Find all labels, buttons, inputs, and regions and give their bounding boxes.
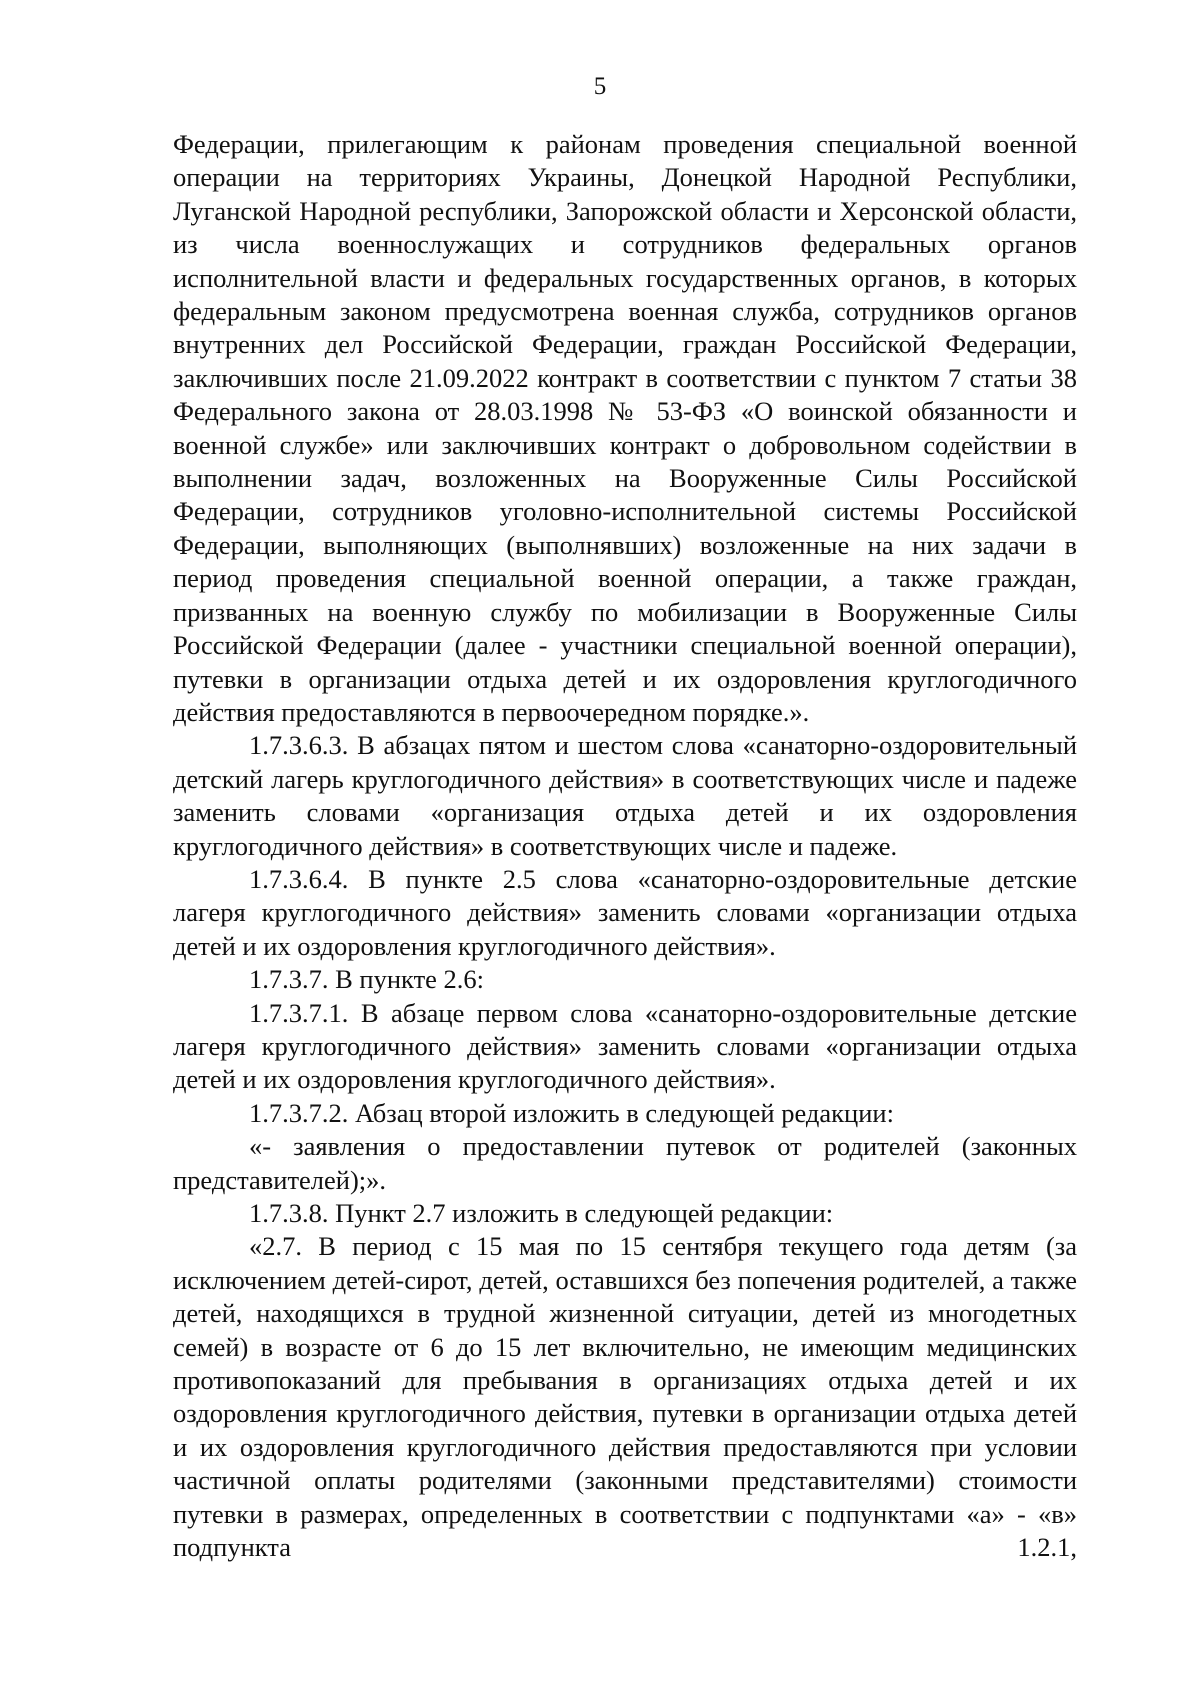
paragraph: «2.7. В период с 15 мая по 15 сентября текущего года детям (за исключением детей-сирот, детей, оставшихся без попечения родителей, а также детей, находящихся в трудной жизненной ситуации, детей из многодетных семей) в возрасте от 6 до 15 лет включительно, не имеющим медицинских противопоказаний для пребывания в организациях отдыха детей и их оздоровления круглогодичного действия, путевки в организации отдыха детей и их оздоровления круглогодичного действия предоставляются при условии частичной оплаты родителями (законными представителями) стоимости путевки в размерах, определенных в соответствии с подпунктами «а» - «в» подпункта 1.2.1,	[173, 1231, 1077, 1563]
paragraph: 1.7.3.7. В пункте 2.6:	[249, 964, 485, 995]
paragraph: 1.7.3.6.3. В абзацах пятом и шестом слова «санаторно-оздоровительный детский лагерь круглогодичного действия» в соответствующих числе и падеже заменить словами «организация отдыха детей и их оздоровления круглогодичного действия» в соответствующих числе и падеже.	[173, 730, 1077, 861]
paragraph: 1.7.3.7.1. В абзаце первом слова «санаторно-оздоровительные детские лагеря круглогодичного действия» заменить словами «организации отдыха детей и их оздоровления круглогодичного действия».	[173, 997, 1077, 1095]
page-number: 5	[593, 73, 607, 100]
paragraph: «- заявления о предоставлении путевок от родителей (законных представителей);».	[173, 1131, 1077, 1195]
document-body	[173, 128, 1077, 1564]
paragraph: Федерации, прилегающим к районам проведения специальной военной операции на территориях Украины, Донецкой Народной Республики, Луганской Народной республики, Запорожской области и Херсонской области, из числа военнослужащих и сотрудников федеральных органов исполнительной власти и федеральных государственных органов, в которых федеральным законом предусмотрена военная служба, сотрудников органов внутренних дел Российской Федерации, граждан Российской Федерации, заключивших после 21.09.2022 контракт в соответствии с пунктом 7 статьи 38 Федерального закона от 28.03.1998 № 53-ФЗ «О воинской обязанности и военной службе» или заключивших контракт о добровольном содействии в выполнении задач, возложенных на Вооруженные Силы Российской Федерации, сотрудников уголовно-исполнительной системы Российской Федерации, выполняющих (выполнявших) возложенные на них задачи в период проведения специальной военной операции, а также граждан, призванных на военную службу по мобилизации в Вооруженные Силы Российской Федерации (далее - участники специальной военной операции), путевки в организации отдыха детей и их оздоровления круглогодичного действия предоставляются в первоочередном порядке.».	[173, 129, 1077, 727]
paragraph: 1.7.3.6.4. В пункте 2.5 слова «санаторно-оздоровительные детские лагеря круглогодичного действия» заменить словами «организации отдыха детей и их оздоровления круглогодичного действия».	[173, 863, 1077, 961]
paragraph: 1.7.3.7.2. Абзац второй изложить в следующей редакции:	[249, 1097, 894, 1128]
paragraph: 1.7.3.8. Пункт 2.7 изложить в следующей редакции:	[249, 1198, 834, 1228]
